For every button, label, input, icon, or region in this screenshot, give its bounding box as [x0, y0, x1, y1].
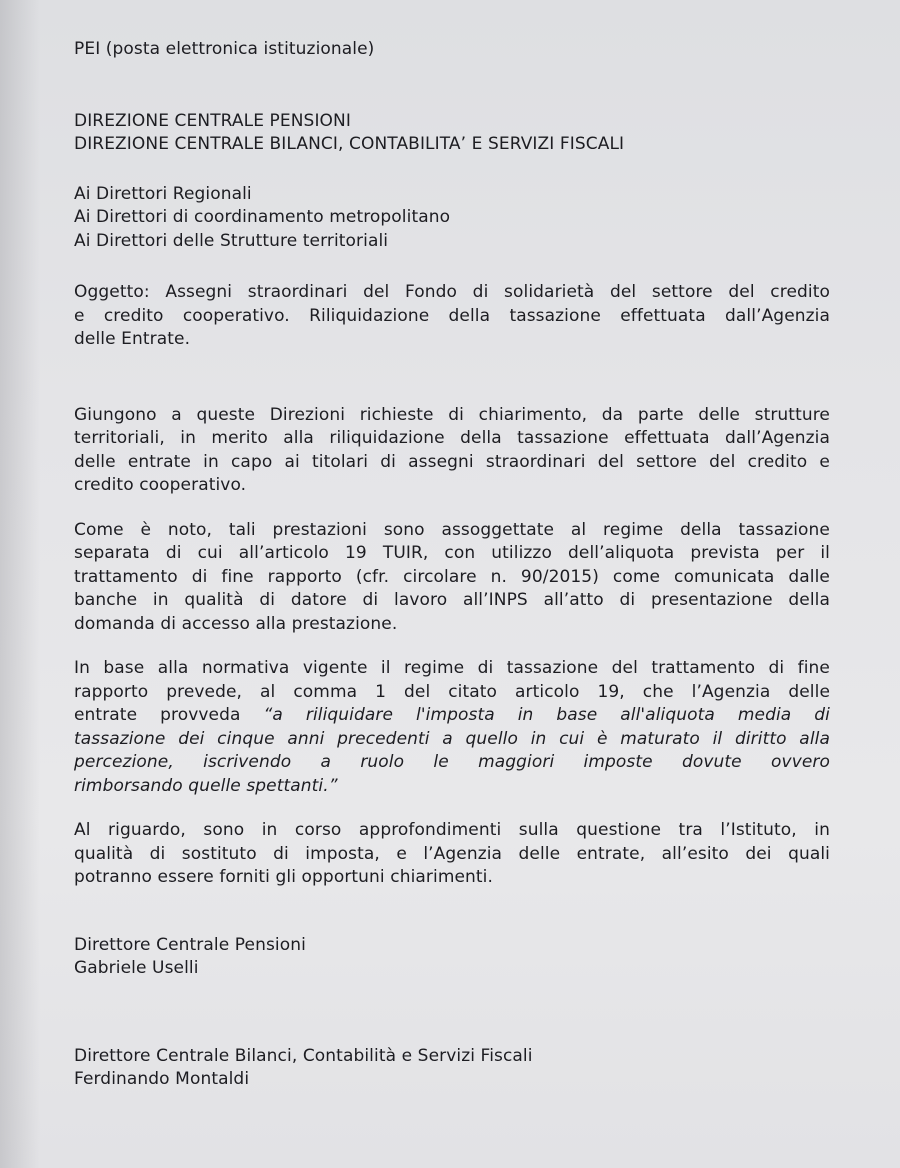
recipient-line: Ai Direttori Regionali [74, 183, 252, 204]
subject-line: e credito cooperativo. Riliquidazione della tassazione effettuata dall’Agenzia [74, 305, 830, 326]
paragraph-taxation [74, 519, 830, 637]
paragraph-request [74, 404, 830, 498]
signature-title: Direttore Centrale Bilanci, Contabilità e Servizi Fiscali [74, 1045, 533, 1066]
quoted-segment: “a riliquidare l'imposta in base all'aliquota media di [263, 705, 830, 725]
plain-segment: entrate provveda [74, 705, 264, 725]
paragraph-line: separata di cui all’articolo 19 TUIR, con utilizzo dell’aliquota prevista per il [74, 543, 830, 563]
issuing-directorates [74, 110, 830, 157]
paragraph-line: rapporto prevede, al comma 1 del citato articolo 19, che l’Agenzia delle [74, 681, 830, 702]
paragraph-conclusion [74, 819, 830, 890]
page-shadow [0, 0, 40, 1168]
signature-pensions [74, 934, 830, 981]
recipients-list [74, 183, 830, 254]
paragraph-line: territoriali, in merito alla riliquidazione della tassazione effettuata dall’Agenzia [74, 428, 830, 448]
paragraph-line: Al riguardo, sono in corso approfondimenti sulla questione tra l’Istituto, in [74, 820, 830, 840]
paragraph-line-mixed [74, 704, 830, 728]
paragraph-line: Come è noto, tali prestazioni sono assoggettate al regime della tassazione [74, 519, 830, 540]
quoted-line: tassazione dei cinque anni precedenti a quello in cui è maturato il diritto alla [74, 728, 830, 749]
paragraph-line: potranno essere forniti gli opportuni chiarimenti. [74, 867, 494, 887]
directorate-line: DIREZIONE CENTRALE PENSIONI [74, 110, 351, 131]
paragraph-line: Giungono a queste Direzioni richieste di chiarimento, da parte delle strutture [74, 404, 830, 425]
pei-header [74, 38, 830, 62]
subject-block [74, 281, 830, 352]
paragraph-regulation [74, 657, 830, 798]
signature-finance [74, 1045, 830, 1092]
signature-title: Direttore Centrale Pensioni [74, 934, 306, 955]
paragraph-line: trattamento di fine rapporto (cfr. circolare n. 90/2015) come comunicata dalle [74, 566, 830, 587]
pei-label: PEI (posta elettronica istituzionale) [74, 39, 375, 59]
paragraph-line: credito cooperativo. [74, 475, 247, 495]
quoted-line: rimborsando quelle spettanti.” [74, 775, 338, 796]
paragraph-line: banche in qualità di datore di lavoro all’INPS all’atto di presentazione della [74, 590, 830, 610]
recipient-line: Ai Direttori di coordinamento metropolitano [74, 207, 451, 227]
signature-name: Ferdinando Montaldi [74, 1069, 250, 1089]
subject-line: Oggetto: Assegni straordinari del Fondo di solidarietà del settore del credito [74, 282, 830, 302]
directorate-line: DIREZIONE CENTRALE BILANCI, CONTABILITA’ E SERVIZI FISCALI [74, 134, 625, 154]
paragraph-line: qualità di sostituto di imposta, e l’Agenzia delle entrate, all’esito dei quali [74, 843, 830, 864]
quoted-line: percezione, iscrivendo a ruolo le maggiori imposte dovute ovvero [74, 752, 830, 772]
paragraph-line: In base alla normativa vigente il regime di tassazione del trattamento di fine [74, 658, 830, 678]
paragraph-line: delle entrate in capo ai titolari di assegni straordinari del settore del credito e [74, 451, 830, 472]
letter-body [74, 38, 830, 1092]
subject-line: delle Entrate. [74, 329, 191, 349]
recipient-line: Ai Direttori delle Strutture territoriali [74, 230, 389, 251]
paragraph-line: domanda di accesso alla prestazione. [74, 613, 398, 634]
signature-name: Gabriele Uselli [74, 958, 199, 978]
